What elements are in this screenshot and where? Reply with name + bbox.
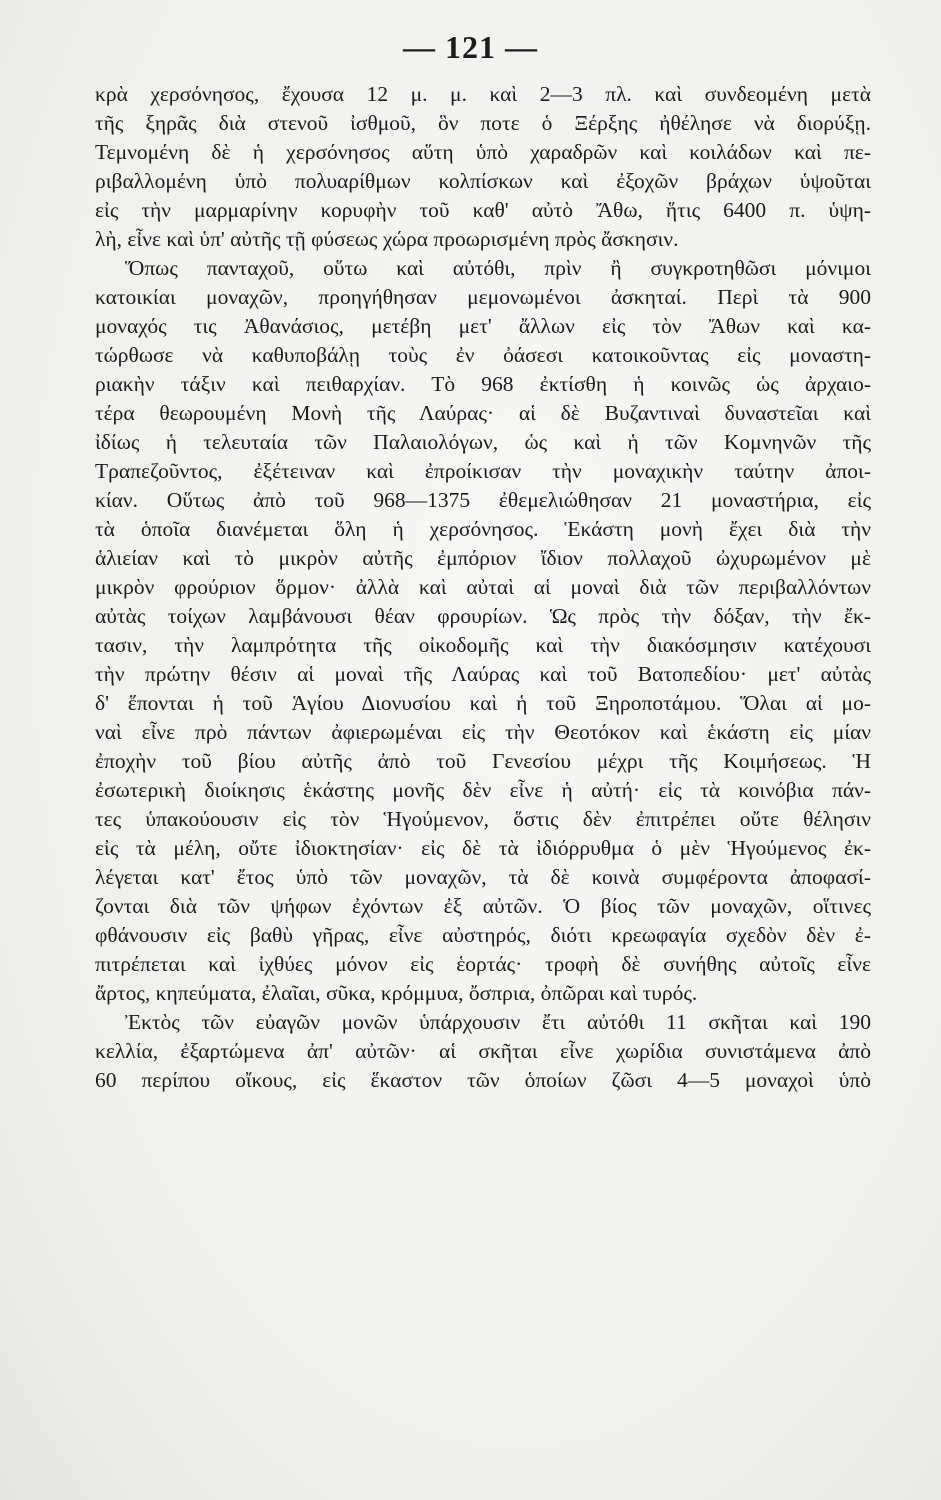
text-line: ζονται διὰ τῶν ψήφων ἐχόντων ἐξ αὐτῶν. Ὁ βίος τῶν μοναχῶν, οἵτινες bbox=[95, 894, 871, 918]
text-line: μικρὸν φρούριον ὅρμον· ἀλλὰ καὶ αὐταὶ αἱ μοναὶ διὰ τῶν περιβαλλόντων bbox=[95, 575, 871, 599]
body-text bbox=[95, 80, 871, 1095]
text-line: ριβαλλομένη ὑπὸ πολυαρίθμων κολπίσκων καὶ ἐξοχῶν βράχων ὑψοῦται bbox=[95, 169, 871, 193]
text-line: κρὰ χερσόνησος, ἔχουσα 12 μ. μ. καὶ 2—3 πλ. καὶ συνδεομένη μετὰ bbox=[95, 82, 871, 106]
text-line: ναὶ εἶνε πρὸ πάντων ἀφιερωμέναι εἰς τὴν Θεοτόκον καὶ ἑκάστη εἰς μίαν bbox=[95, 720, 871, 744]
text-line: κατοικίαι μοναχῶν, προηγήθησαν μεμονωμένοι ἀσκηταί. Περὶ τὰ 900 bbox=[95, 285, 871, 309]
text-line: τὰ ὁποῖα διανέμεται ὅλη ἡ χερσόνησος. Ἑκάστη μονὴ ἔχει διὰ τὴν bbox=[95, 517, 871, 541]
text-line: Τραπεζοῦντος, ἐξέτειναν καὶ ἐπροίκισαν τὴν μοναχικὴν ταύτην ἀποι- bbox=[95, 459, 871, 483]
text-line: εἰς τὰ μέλη, οὔτε ἰδιοκτησίαν· εἰς δὲ τὰ ἰδιόρρυθμα ὁ μὲν Ἡγούμενος ἐκ- bbox=[95, 836, 871, 860]
text-line: πιτρέπεται καὶ ἰχθύες μόνον εἰς ἑορτάς· τροφὴ δὲ συνήθης αὐτοῖς εἶνε bbox=[95, 952, 871, 976]
text-line: λὴ, εἶνε καὶ ὑπ' αὐτῆς τῇ φύσεως χώρα προωρισμένη πρὸς ἄσκησιν. bbox=[95, 227, 679, 251]
text-line: τες ὑπακούουσιν εἰς τὸν Ἡγούμενον, ὅστις δὲν ἐπιτρέπει οὔτε θέλησιν bbox=[95, 807, 871, 831]
text-line: ριακὴν τάξιν καὶ πειθαρχίαν. Τὸ 968 ἐκτίσθη ἡ κοινῶς ὡς ἀρχαιο- bbox=[95, 372, 871, 396]
text-line: τασιν, τὴν λαμπρότητα τῆς οἰκοδομῆς καὶ τὴν διακόσμησιν κατέχουσι bbox=[95, 633, 871, 657]
text-line: Ὅπως πανταχοῦ, οὕτω καὶ αὐτόθι, πρὶν ἢ συγκροτηθῶσι μόνιμοι bbox=[125, 256, 871, 280]
text-line: ἐσωτερικὴ διοίκησις ἑκάστης μονῆς δὲν εἶνε ἡ αὐτή· εἰς τὰ κοινόβια πάν- bbox=[95, 778, 871, 802]
text-line: κελλία, ἐξαρτώμενα ἀπ' αὐτῶν· αἱ σκῆται εἶνε χωρίδια συνιστάμενα ἀπὸ bbox=[95, 1039, 871, 1063]
text-line: ἁλιείαν καὶ τὸ μικρὸν αὐτῆς ἐμπόριον ἴδιον πολλαχοῦ ὠχυρωμένον μὲ bbox=[95, 546, 871, 570]
text-line: Τεμνομένη δὲ ἡ χερσόνησος αὕτη ὑπὸ χαραδρῶν καὶ κοιλάδων καὶ πε- bbox=[95, 140, 871, 164]
text-line: τώρθωσε νὰ καθυποβάλῃ τοὺς ἐν ὀάσεσι κατοικοῦντας εἰς μοναστη- bbox=[95, 343, 871, 367]
text-line: τῆς ξηρᾶς διὰ στενοῦ ἰσθμοῦ, ὃν ποτε ὁ Ξέρξης ἠθέλησε νὰ διορύξῃ. bbox=[95, 111, 871, 135]
page-number: — 121 — bbox=[403, 29, 538, 65]
text-line: Ἐκτὸς τῶν εὐαγῶν μονῶν ὑπάρχουσιν ἔτι αὐτόθι 11 σκῆται καὶ 190 bbox=[125, 1010, 871, 1034]
text-line: μοναχός τις Ἀθανάσιος, μετέβη μετ' ἄλλων εἰς τὸν Ἄθων καὶ κα- bbox=[95, 314, 871, 338]
text-line: κίαν. Οὕτως ἀπὸ τοῦ 968—1375 ἐθεμελιώθησαν 21 μοναστήρια, εἰς bbox=[95, 488, 871, 512]
text-line: φθάνουσιν εἰς βαθὺ γῆρας, εἶνε αὐστηρός, διότι κρεωφαγία σχεδὸν δὲν ἐ- bbox=[95, 923, 871, 947]
text-line: ἄρτος, κηπεύματα, ἐλαῖαι, σῦκα, κρόμμυα, ὄσπρια, ὀπῶραι καὶ τυρός. bbox=[95, 981, 698, 1005]
text-line: λέγεται κατ' ἔτος ὑπὸ τῶν μοναχῶν, τὰ δὲ κοινὰ συμφέροντα ἀποφασί- bbox=[95, 865, 871, 889]
text-line: τὴν πρώτην θέσιν αἱ μοναὶ τῆς Λαύρας καὶ τοῦ Βατοπεδίου· μετ' αὐτὰς bbox=[95, 662, 871, 686]
text-line: ἰδίως ἡ τελευταία τῶν Παλαιολόγων, ὡς καὶ ἡ τῶν Κομνηνῶν τῆς bbox=[95, 430, 871, 454]
text-line: εἰς τὴν μαρμαρίνην κορυφὴν τοῦ καθ' αὐτὸ Ἄθω, ἥτις 6400 π. ὑψη- bbox=[95, 198, 871, 222]
text-line: δ' ἕπονται ἡ τοῦ Ἁγίου Διονυσίου καὶ ἡ τοῦ Ξηροποτάμου. Ὅλαι αἱ μο- bbox=[95, 691, 871, 715]
text-line: 60 περίπου οἴκους, εἰς ἕκαστον τῶν ὁποίων ζῶσι 4—5 μοναχοὶ ὑπὸ bbox=[95, 1068, 871, 1092]
text-line: αὐτὰς τοίχων λαμβάνουσι θέαν φρουρίων. Ὡς πρὸς τὴν δόξαν, τὴν ἔκ- bbox=[95, 604, 871, 628]
text-line: ἐποχὴν τοῦ βίου αὐτῆς ἀπὸ τοῦ Γενεσίου μέχρι τῆς Κοιμήσεως. Ἡ bbox=[95, 749, 871, 773]
text-line: τέρα θεωρουμένη Μονὴ τῆς Λαύρας· αἱ δὲ Βυζαντιναὶ δυναστεῖαι καὶ bbox=[95, 401, 871, 425]
